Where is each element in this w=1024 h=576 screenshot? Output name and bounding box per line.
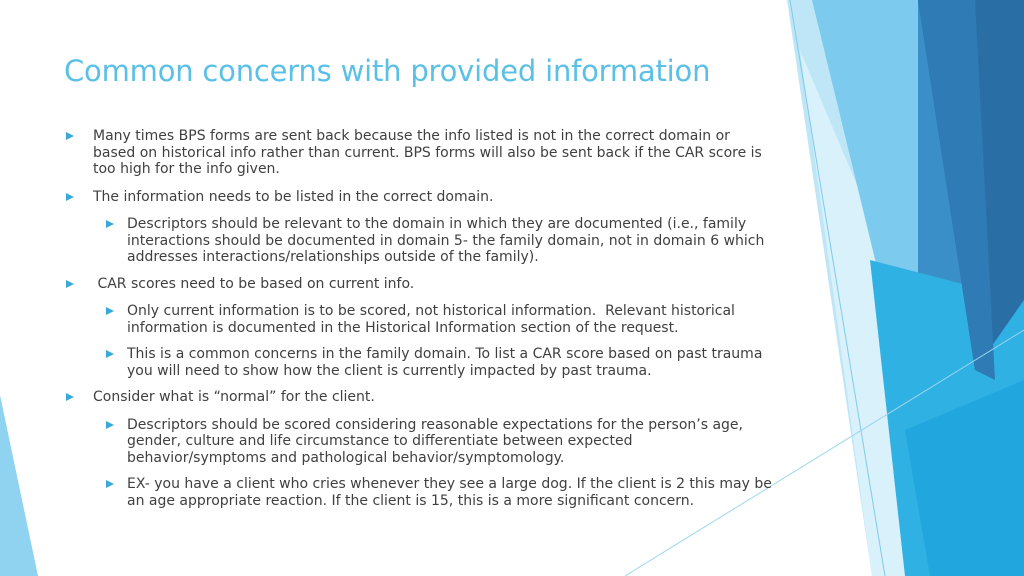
triangle-bullet-icon	[66, 132, 74, 140]
sub-bullet-text: EX- you have a client who cries whenever they see a large dog. If the client is 2 this may be an age appropriate reaction. If the client is 15, this is a more significant concern.	[127, 476, 772, 509]
triangle-bullet-icon	[106, 421, 114, 429]
triangle-bullet-icon	[106, 350, 114, 358]
sub-bullet-text: Only current information is to be scored, not historical information. Relevant historical information is documented in the Historical Information section of the request.	[127, 303, 740, 336]
sub-bullet-item	[98, 216, 776, 266]
sub-bullet-item	[98, 303, 776, 336]
bullet-text: CAR scores need to be based on current info.	[93, 275, 415, 292]
bullet-item	[64, 389, 776, 406]
triangle-bullet-icon	[106, 307, 114, 315]
bullet-item	[64, 128, 776, 178]
sub-bullet-text: Descriptors should be scored considering reasonable expectations for the person’s age, gender, culture and life circumstance to differentiate between expected behavior/symptoms and pathological behavior/symptomology.	[127, 416, 743, 466]
triangle-bullet-icon	[106, 480, 114, 488]
slide-title: Common concerns with provided information	[64, 54, 711, 88]
triangle-bullet-icon	[66, 280, 74, 288]
triangle-bullet-icon	[66, 393, 74, 401]
bullet-text: Consider what is “normal” for the client.	[93, 389, 375, 405]
bullet-item	[64, 276, 776, 293]
sub-bullet-item	[98, 417, 776, 467]
triangle-bullet-icon	[66, 193, 74, 201]
left-edge-shape	[0, 395, 38, 576]
bullet-text: The information needs to be listed in the correct domain.	[93, 188, 494, 205]
bullet-item	[64, 189, 776, 206]
triangle-bullet-icon	[106, 220, 114, 228]
sub-bullet-text: Descriptors should be relevant to the domain in which they are documented (i.e., family interactions should be documented in domain 5- the family domain, not in domain 6 which addresses interactions/relationships outside of the family).	[127, 216, 765, 265]
sub-bullet-text: This is a common concerns in the family domain. To list a CAR score based on past trauma you will need to show how the client is currently impacted by past trauma.	[127, 346, 763, 379]
sub-bullet-item	[98, 476, 776, 509]
bullet-text: Many times BPS forms are sent back because the info listed is not in the correct domain or based on historical info rather than current. BPS forms will also be sent back if the CAR score is too high for the info given.	[93, 128, 762, 177]
bullet-list	[64, 128, 776, 519]
sub-bullet-item	[98, 346, 776, 379]
